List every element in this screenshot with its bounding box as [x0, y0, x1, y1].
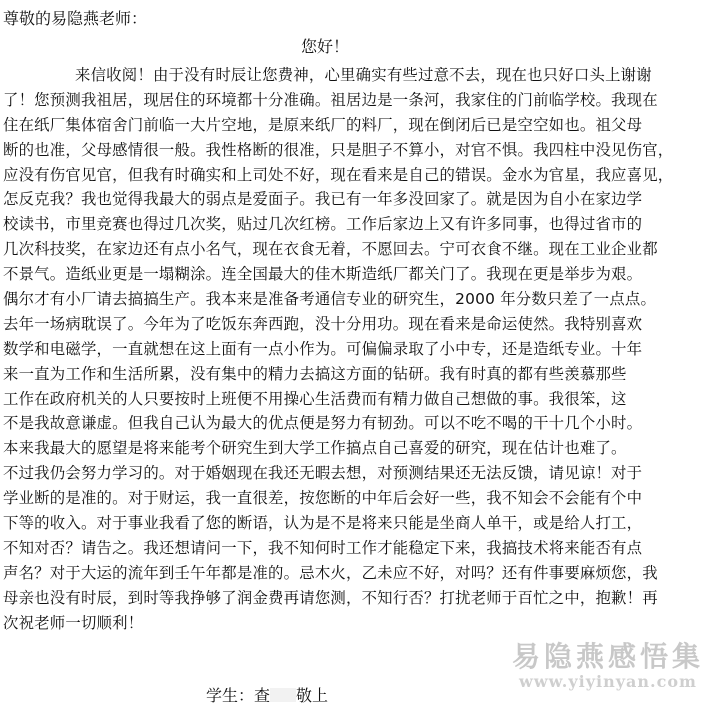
- body-line: 下等的收入。对于事业我看了您的断语，认为是不是将来只能是坐商人单干，或是给人打工，: [3, 514, 643, 533]
- body-line: 本来我最大的愿望是将来能考个研究生到大学工作搞点自己喜爱的研究，现在估计也难了。: [3, 439, 627, 458]
- watermark-url: www.yiyinyan.com: [519, 672, 697, 691]
- watermark: [512, 641, 704, 691]
- body-line: 校读书，市里竞赛也得过几次奖，贴过几次红榜。工作后家边上又有许多同事，也得过省市的: [3, 215, 643, 234]
- body-line: 去年一场病耽误了。今年为了吃饭东奔西跑，没十分用功。现在看来是命运使然。我特别喜欢: [3, 314, 643, 333]
- body-line: 声名？对于大运的流年到壬午年都是准的。忌木火，乙未应不好，对吗？还有件事要麻烦您，我: [3, 563, 658, 582]
- body-line: 住在纸厂集体宿舍门前临一大片空地，是原来纸厂的料厂，现在倒闭后已是空空如也。祖父母: [3, 115, 643, 134]
- body-line: 应没有伤官见官，但我有时确实和上司处不好，现在看来是自己的错误。金水为官星，我应喜见，: [3, 165, 674, 184]
- body-line: 怎反克我？我也觉得我最大的弱点是爱面子。我已有一年多没回家了。就是因为自小在家边学: [3, 190, 643, 209]
- body-line: 几次科技奖，在家边还有点小名气，现在衣食无着，不愿回去。宁可衣食不继。现在工业企业都: [3, 240, 658, 259]
- signature-prefix: 学生：查: [206, 686, 271, 705]
- body-line: 了！您预测我祖居，现居住的环境都十分准确。祖居边是一条河，我家住的门前临学校。我现在: [3, 90, 658, 109]
- salutation: 尊敬的易隐燕老师：: [3, 9, 148, 28]
- watermark-title: 易隐燕感悟集: [511, 640, 704, 673]
- body-line: 次祝老师一切顺利！: [3, 613, 144, 632]
- body-line: 来一直为工作和生活所累，没有集中的精力去搞这方面的钻研。我有时真的都有些羡慕那些: [3, 364, 627, 383]
- body-line: 不是我故意谦虚。但我自己认为最大的优点便是努力有韧劲。可以不吃不喝的干十几个小时。: [3, 414, 643, 433]
- body-line: 来信收阅！由于没有时辰让您费神，心里确实有些过意不去，现在也只好口头上谢谢: [75, 66, 652, 84]
- body-line: 偶尔才有小厂请去搞搞生产。我本来是准备考通信专业的研究生，2000 年分数只差了一点点。: [3, 290, 657, 309]
- body-line: 学业断的是准的。对于财运，我一直很差，按您断的中年后会好一些，我不知会不会能有个中: [3, 489, 643, 508]
- signature-suffix: 敬上: [296, 686, 329, 705]
- body-line: 不过我仍会努力学习的。对于婚姻现在我还无暇去想，对预测结果还无法反馈，请见谅！对于: [3, 464, 643, 483]
- body-line: 不景气。造纸业更是一塌糊涂。连全国最大的佳木斯造纸厂都关门了。我现在更是举步为艰。: [3, 265, 643, 284]
- body-line: 数学和电磁学，一直就想在这上面有一点小作为。可偏偏录取了小中专，还是造纸专业。十年: [3, 339, 643, 358]
- signature: [206, 685, 328, 707]
- body-line: 母亲也没有时辰，到时等我挣够了润金费再请您测，不知行否？打扰老师于百忙之中，抱歉！再: [3, 588, 658, 607]
- letter-body: [3, 63, 709, 635]
- body-line: 工作在政府机关的人只要按时上班便不用操心生活费而有精力做自己想做的事。我很笨，这: [3, 389, 627, 408]
- body-line: 不知对否？请告之。我还想请问一下，我不知何时工作才能稳定下来，我搞技术将来能否有点: [3, 538, 643, 557]
- greeting: 您好！: [300, 37, 349, 56]
- body-line: 断的也准，父母感情很一般。我性格断的很准，只是胆子不算小，对官不惧。我四柱中没见伤官，: [3, 140, 674, 159]
- redacted-name: [270, 688, 296, 702]
